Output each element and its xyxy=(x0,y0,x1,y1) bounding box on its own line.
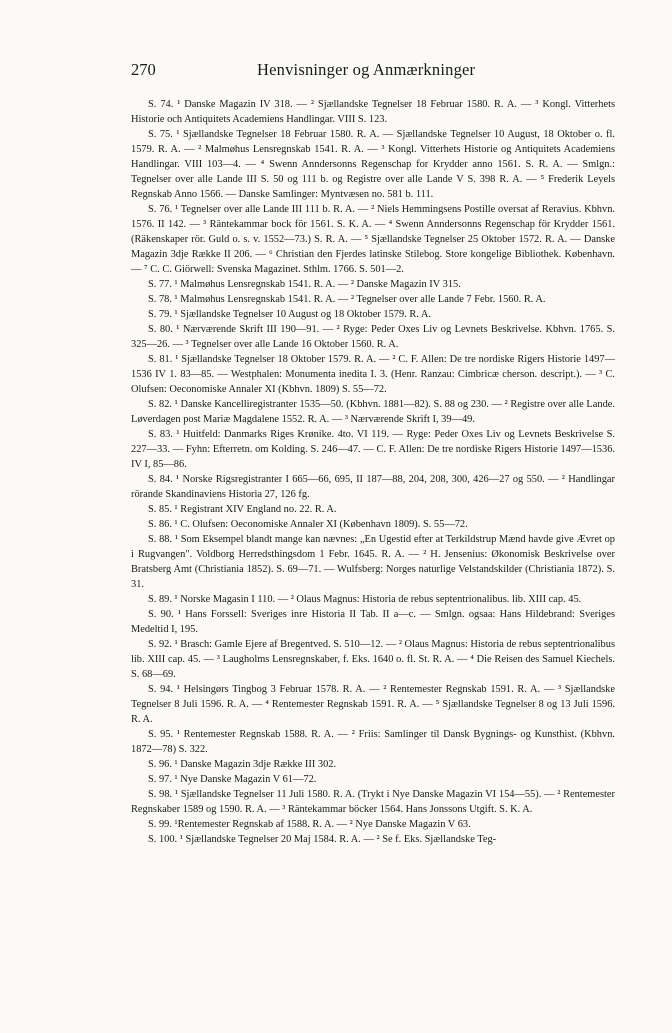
note-entry: S. 75. ¹ Sjællandske Tegnelser 18 Februar 1580. R. A. — Sjællandske Tegnelser 10 August, 18 Oktober o. fl. 1579. R. A. — ² Malmøhus Lensregnskab 1541. R. A. — ³ Kongl. Vitterhets Historie og Antiquitets Academiens Handlingar. VIII 103—4. — ⁴ Swenn Anndersonns Regenschap for Krydder anno 1561. S. R. A. — Smlgn.: Tegnelser over alle Lande III S. 50 og 111 b. og Registre over alle Lande V S. 398 R. A. — ⁵ Frederik Leyels Regnskab Anno 1566. — Danske Samlinger: Myntvæsen no. 581 b. 111. xyxy=(131,129,615,200)
note-entry: S. 92. ¹ Brasch: Gamle Ejere af Bregentved. S. 510—12. — ² Olaus Magnus: Historia de rebus septentrionalibus lib. XIII cap. 45. — ³ Laugholms Lensregnskaber, f. Eks. 1640 o. fl. St. R. A. — ⁴ Die Reisen des Samuel Kiechels. S. 68—69. xyxy=(131,639,615,680)
note-entry: S. 78. ¹ Malmøhus Lensregnskab 1541. R. A. — ² Tegnelser over alle Lande 7 Febr. 1560. R. A. xyxy=(148,294,546,305)
note-entry: S. 85. ¹ Registrant XIV England no. 22. R. A. xyxy=(148,504,337,515)
note-entry: S. 97. ¹ Nye Danske Magazin V 61—72. xyxy=(148,774,317,785)
note-entry: S. 86. ¹ C. Olufsen: Oeconomiske Annaler XI (København 1809). S. 55—72. xyxy=(148,519,468,530)
note-entry: S. 83. ¹ Huitfeld: Danmarks Riges Krønike. 4to. VI 119. — Ryge: Peder Oxes Liv og Levnets Beskrivelse S. 227—33. — Fyhn: Efterretn. om Kolding. S. 246—47. — C. F. Allen: De tre nordiske Rigers Historie 1497—1536. IV I, 85—86. xyxy=(131,429,615,470)
note-entry: S. 98. ¹ Sjællandske Tegnelser 11 Juli 1580. R. A. (Trykt i Nye Danske Magazin VI 154—55). — ² Rentemester Regnskaber 1589 og 1590. R. A. — ³ Räntekammar böcker 1564. Hans Jonssons Utgift. S. K. A. xyxy=(131,789,615,815)
page-number: 270 xyxy=(131,60,156,79)
note-entry: S. 90. ¹ Hans Forssell: Sveriges inre Historia II Tab. II a—c. — Smlgn. ogsaa: Hans Hildebrand: Sveriges Medeltid I, 195. xyxy=(131,609,615,635)
note-entry: S. 81. ¹ Sjællandske Tegnelser 18 Oktober 1579. R. A. — ² C. F. Allen: De tre nordiske Rigers Historie 1497—1536 IV 1. 83—85. — Westphalen: Monumenta inedita I. 3. (Henr. Ranzau: Cimbricæ cherson. descript.). — ³ C. Olufsen: Oeconomiske Annaler XI (Kbhvn. 1809) S. 55—72. xyxy=(131,354,615,395)
note-entry: S. 84. ¹ Norske Rigsregistranter I 665—66, 695, II 187—88, 204, 208, 300, 426—27 og 550. — ² Handlingar rörande Skandinaviens Historia 27, 126 fg. xyxy=(131,474,615,500)
note-entry: S. 79. ¹ Sjællandske Tegnelser 10 August og 18 Oktober 1579. R. A. xyxy=(148,309,432,320)
note-entry: S. 89. ¹ Norske Magasin I 110. — ² Olaus Magnus: Historia de rebus septentrionalibus. lib. XIII cap. 45. xyxy=(148,594,582,605)
note-entry: S. 100. ¹ Sjællandske Tegnelser 20 Maj 1584. R. A. — ² Se f. Eks. Sjællandske Teg- xyxy=(148,834,497,845)
note-entry: S. 95. ¹ Rentemester Regnskab 1588. R. A. — ² Friis: Samlinger til Dansk Bygnings- og Kunsthist. (Kbhvn. 1872—78) S. 322. xyxy=(131,729,615,755)
running-title: Henvisninger og Anmærkninger xyxy=(257,60,476,79)
page-header xyxy=(131,60,541,84)
note-entry: S. 94. ¹ Helsingørs Tingbog 3 Februar 1578. R. A. — ² Rentemester Regnskab 1591. R. A. — ³ Sjællandske Tegnelser 8 Juli 1596. R. A. — ⁴ Rentemester Regnskab 1591. R. A. — ⁵ Sjællandske Tegnelser 8 og 13 Juli 1596. R. A. xyxy=(131,684,615,725)
note-entry: S. 77. ¹ Malmøhus Lensregnskab 1541. R. A. — ² Danske Magazin IV 315. xyxy=(148,279,461,290)
note-entry: S. 99. ¹Rentemester Regnskab af 1588. R. A. — ² Nye Danske Magazin V 63. xyxy=(148,819,471,830)
note-entry: S. 96. ¹ Danske Magazin 3dje Række III 302. xyxy=(148,759,337,770)
note-entry: S. 80. ¹ Nærværende Skrift III 190—91. — ² Ryge: Peder Oxes Liv og Levnets Beskrivelse. Kbhvn. 1765. S. 325—26. — ³ Tegnelser over alle Lande 16 Oktober 1560. R. A. xyxy=(131,324,615,350)
note-entry: S. 74. ¹ Danske Magazin IV 318. — ² Sjællandske Tegnelser 18 Februar 1580. R. A. — ³ Kongl. Vitterhets Historie och Antiquitets Academiens Handlingar. VIII S. 123. xyxy=(131,99,615,125)
notes-body xyxy=(131,97,615,847)
note-entry: S. 82. ¹ Danske Kancelliregistranter 1535—50. (Kbhvn. 1881—82). S. 88 og 230. — ² Registre over alle Lande. Løverdagen post Mariæ Magdalene 1552. R. A. — ³ Nærværende Skrift I, 39—49. xyxy=(131,399,615,425)
note-entry: S. 76. ¹ Tegnelser over alle Lande III 111 b. R. A. — ² Niels Hemmingsens Postille oversat af Reravius. Kbhvn. 1576. II 142. — ³ Räntekammar bock för 1561. S. K. A. — ⁴ Swenn Anndersonns Regenschap för Krydder 1561. (Räkenskaper rör. Guld o. s. v. 1552—73.) S. R. A. — ⁵ Sjællandske Tegnelser 25 Oktober 1572. R. A. — Danske Magazin 3dje Række II 206. — ⁶ Christian den Fjerdes latinske Stilebog. Store kongelige Bibliothek. København. — ⁷ C. C. Giörwell: Svenska Magazinet. Sthlm. 1766. S. 501—2. xyxy=(131,204,615,275)
note-entry: S. 88. ¹ Som Eksempel blandt mange kan nævnes: „En Ugestid efter at Terkildstrup Mænd havde give Ævret op i Rugvangen". Voldborg Herredsthingsdom 1 Febr. 1645. R. A. — ² H. Jensenius: Økonomisk Beskrivelse over Bratsberg Amt (Christiania 1852). S. 69—71. — Wulfsberg: Norges naturlige Velstandskilder (Christiania 1872). S. 31. xyxy=(131,534,615,590)
